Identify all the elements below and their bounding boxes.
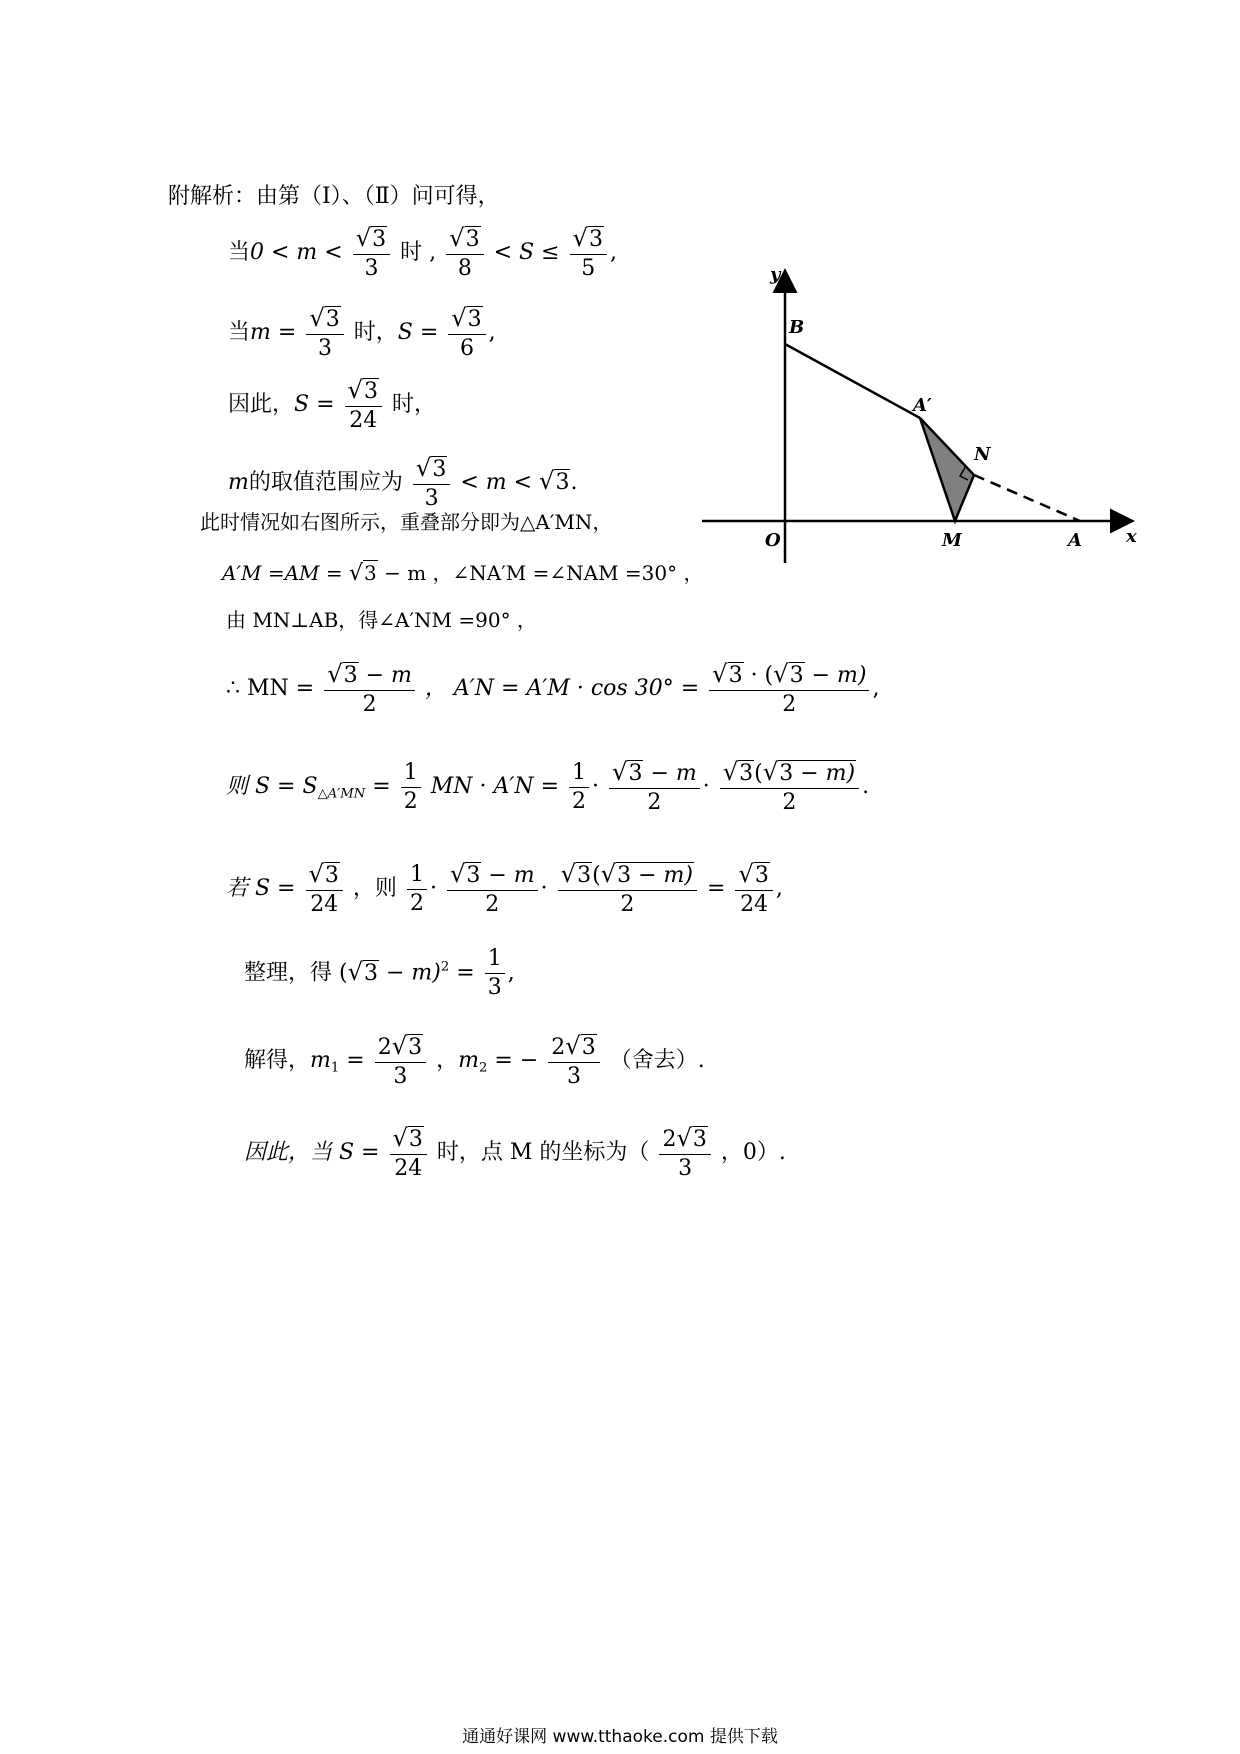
label-B: B [789,317,805,338]
fraction: $\frac{√3}{3}$ [413,456,450,510]
fraction: $\frac{√3(√3 - m)}{2}$ [558,862,697,916]
fraction: $\frac{√3}{6}$ [448,306,485,360]
fraction: $\frac{2√3}{3}$ [375,1034,426,1088]
intro-line [168,186,500,208]
fraction: $\frac{√3}{24}$ [345,378,382,432]
label-M: M [942,530,962,551]
label-N: N [974,444,991,465]
label-A: A [1068,530,1082,551]
fraction: $\frac{√3 \cdot (√3 - m)}{2}$ [709,662,869,716]
segment-BA1 [785,344,920,418]
range-line: m的取值范围应为 $\frac{√3}{3}$ < m < √3. [228,454,578,511]
situation-line: 此时情况如右图所示，重叠部分即为△A′MN， [200,510,613,534]
equal-line: A′M =AM = √3 − m ，∠NA′M =∠NAM =30° ， [222,561,704,586]
fraction: $\frac{√3}{24}$ [390,1126,427,1180]
fraction: $\frac{√3 - m}{2}$ [609,760,700,814]
fraction: $\frac{2√3}{3}$ [548,1034,599,1088]
fraction: $\frac{√3}{5}$ [570,226,607,280]
fraction: $\frac{1}{2}$ [401,762,421,813]
label-y: y [770,264,781,285]
intro-text: 附解析：由第（Ⅰ）、（Ⅱ）问可得， [168,184,500,209]
fraction: $\frac{√3(√3 - m)}{2}$ [720,760,859,814]
footer: 通通好课网 www.tthaoke.com 提供下载 [462,1727,778,1747]
conclusion-line: 因此，当 S = $\frac{√3}{24}$ 时，点 M 的坐标为（ $\frac{2√3}{3}$ ，0）. [244,1124,786,1181]
label-A1: A′ [913,395,932,416]
fraction: $\frac{√3}{24}$ [306,862,343,916]
case-line-2: 当m = $\frac{√3}{3}$ 时，S = $\frac{√3}{6}$ , [228,304,496,361]
fraction: $\frac{1}{2}$ [407,864,427,915]
label-O: O [765,530,781,551]
fraction: $\frac{√3}{24}$ [735,862,772,916]
fraction: $\frac{√3 - m}{2}$ [447,862,538,916]
fraction: $\frac{1}{3}$ [485,948,505,999]
fraction: $\frac{√3 - m}{2}$ [324,662,415,716]
mn-line: ∴ MN = $\frac{√3 - m}{2}$ ， A′N = A′M · cos 30° = $\frac{√3 \cdot (√3 - m)}{2}$ , [226,660,880,717]
fraction: $\frac{√3}{3}$ [306,306,343,360]
segment-NA-dashed [974,475,1080,521]
fraction: $\frac{2√3}{3}$ [659,1126,710,1180]
condition-line: 若 S = $\frac{√3}{24}$ ，则 $\frac{1}{2}$ · $\frac{√3 - m}{2}$ · $\frac{√3(√3 - m)}{2}$ = $\frac{√3}{24}$ , [226,860,783,917]
case-line-1: 当0 < m < $\frac{√3}{3}$ 时 , $\frac{√3}{8}$ < S ≤ $\frac{√3}{5}$ , [228,224,617,281]
overlap-triangle [920,418,974,521]
area-line: 则 $S = S_{\triangle A'MN}$ = $\frac{1}{2}$ MN · A′N = $\frac{1}{2}$ · $\frac{√3 - m}{2}$ · $\frac{√3(√3 - m)}{2}$ . [226,758,870,815]
label-x: x [1126,526,1137,547]
fraction: $\frac{√3}{8}$ [446,226,483,280]
case-line-3: 因此，S = $\frac{√3}{24}$ 时， [228,376,436,433]
geometry-figure [690,255,1150,575]
fraction: $\frac{1}{2}$ [569,762,589,813]
simplify-line: 整理，得 $(√3 - m)^2$ = $\frac{1}{3}$ , [244,946,515,1000]
solve-line: 解得，$m_1$ = $\frac{2√3}{3}$ ，$m_2$ = − $\frac{2√3}{3}$ （舍去）. [244,1032,705,1089]
fraction: $\frac{√3}{3}$ [353,226,390,280]
perpendicular-line: 由 MN⊥AB，得∠A′NM =90° ， [226,608,537,632]
